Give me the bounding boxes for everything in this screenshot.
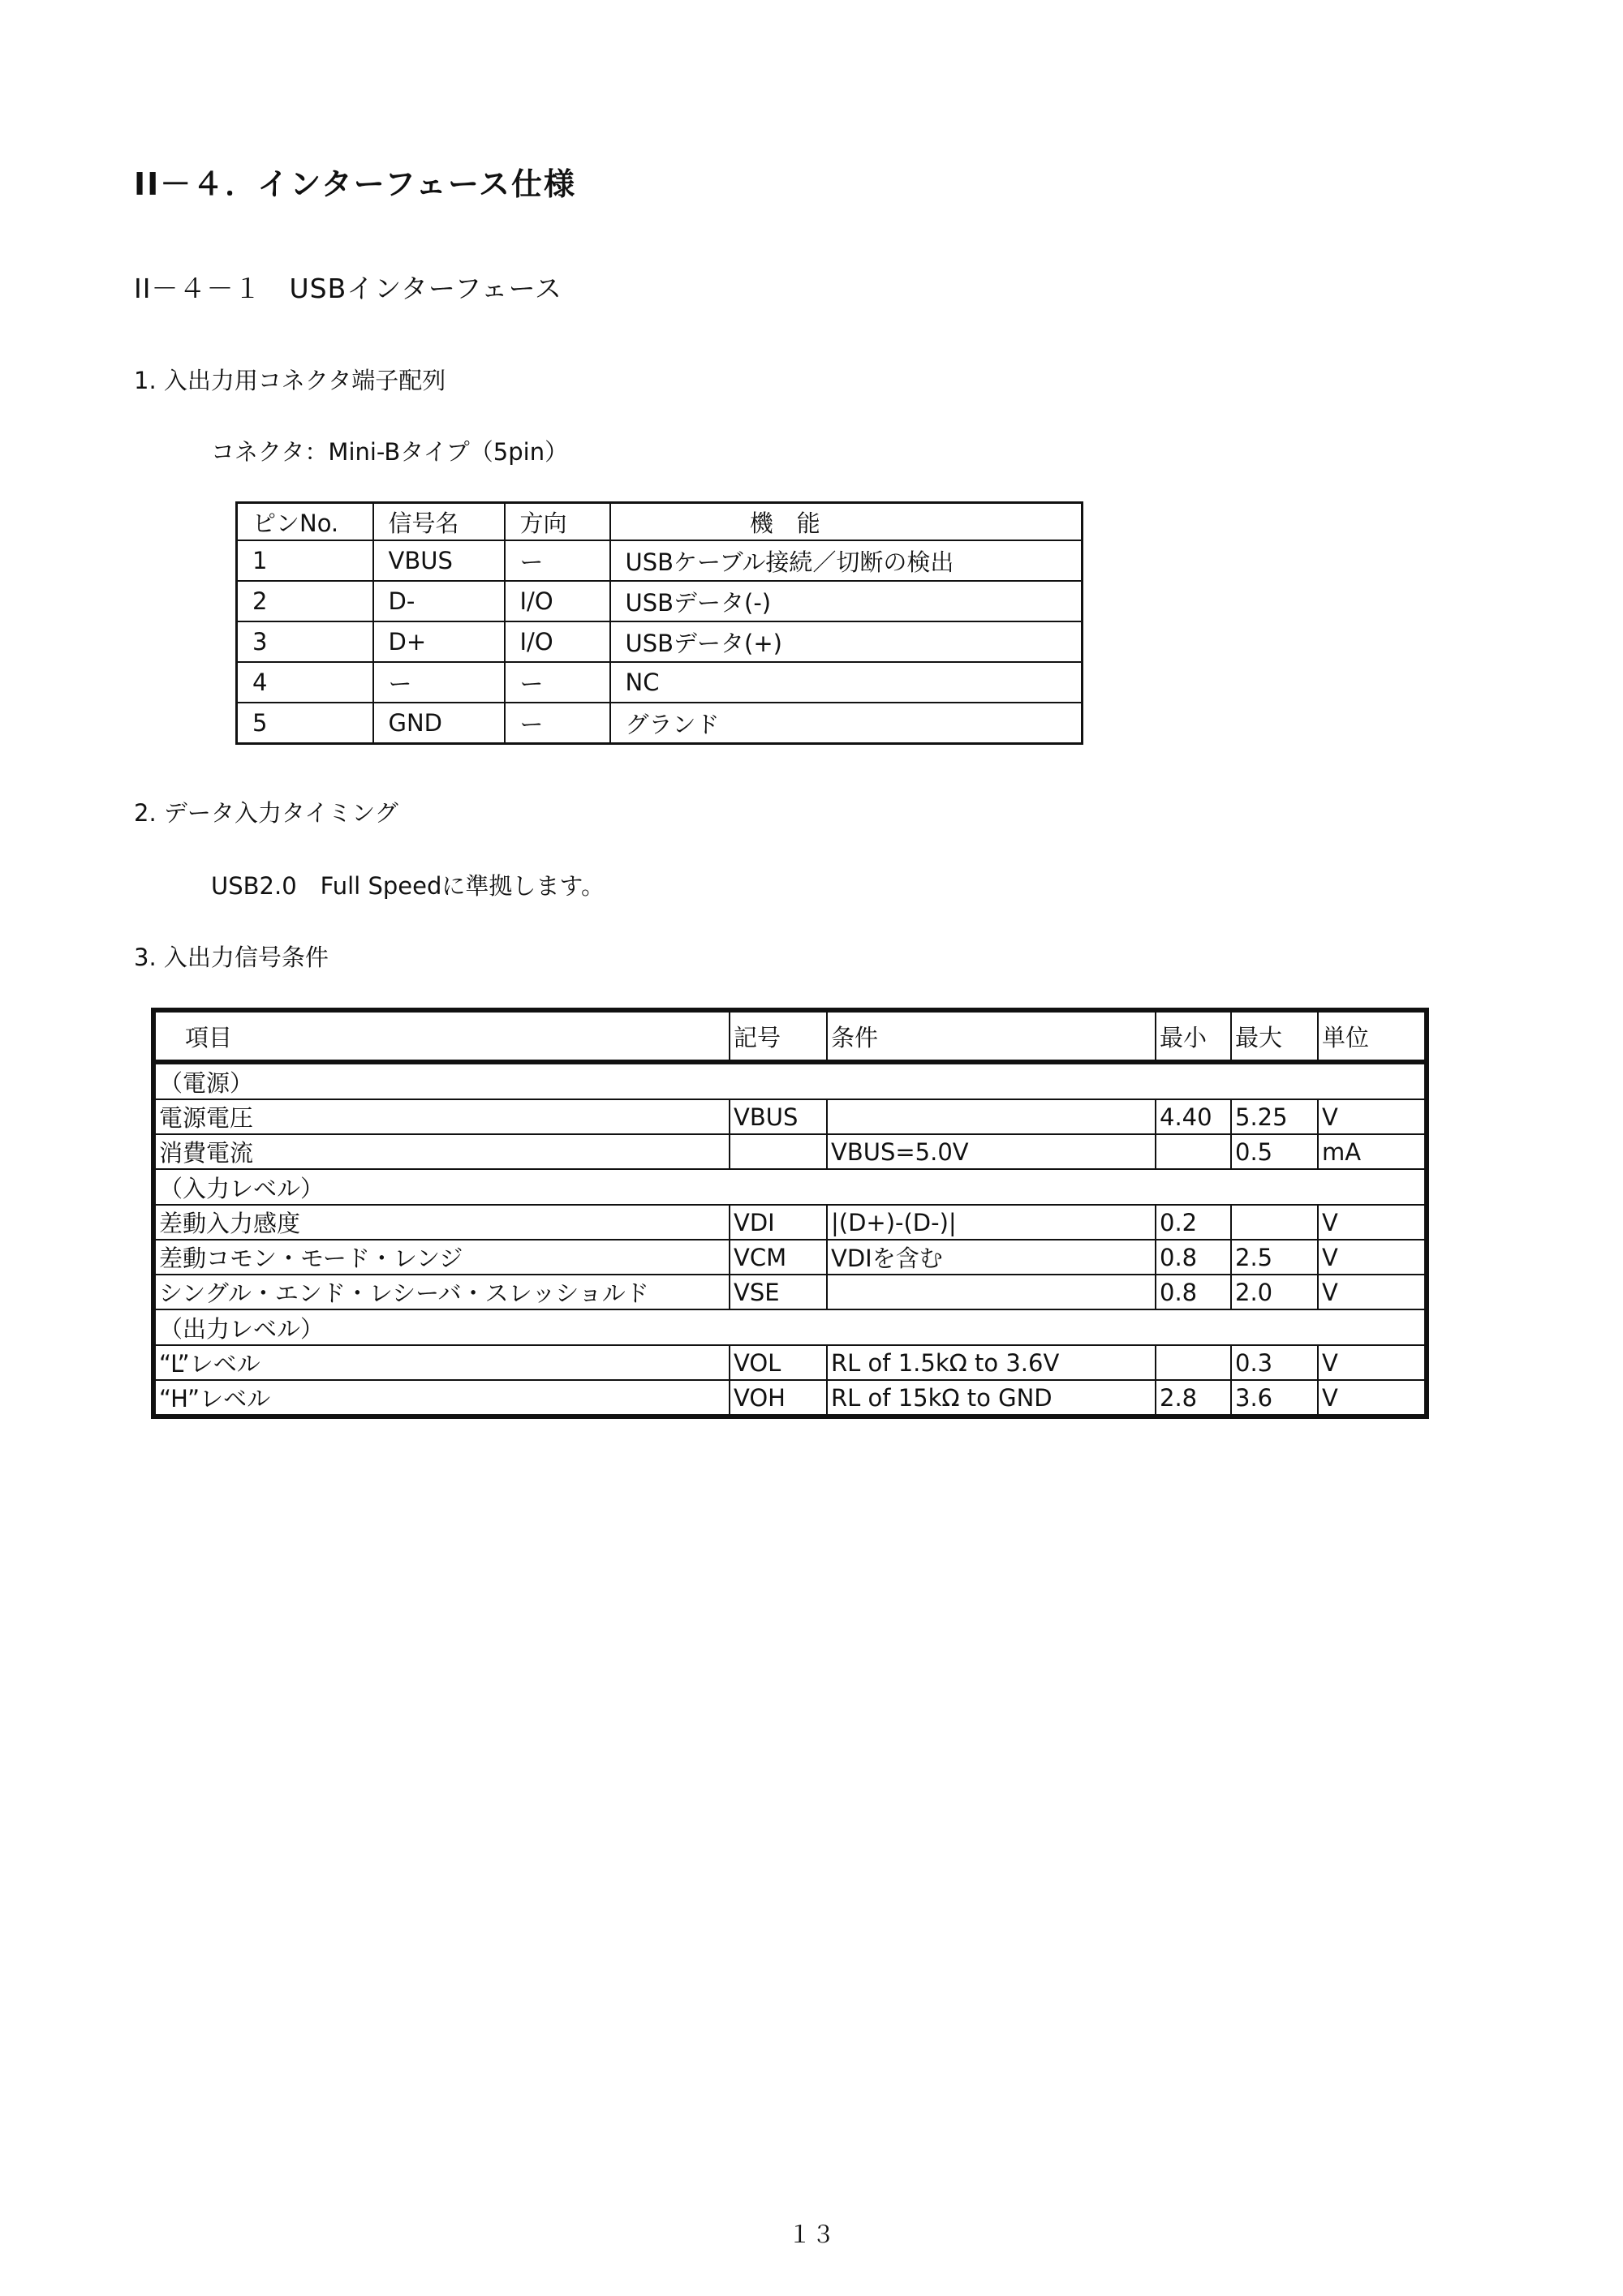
cell: VBUS=5.0V: [827, 1134, 1156, 1169]
cell: 5: [237, 703, 373, 744]
cell: 電源電圧: [153, 1099, 730, 1134]
cell: ー: [505, 662, 610, 703]
cell: USBデータ(-): [610, 581, 1083, 621]
group-label: （出力レベル）: [153, 1309, 1427, 1345]
cell: [1156, 1345, 1231, 1380]
table-row: [153, 1099, 1427, 1134]
cell: VBUS: [730, 1099, 827, 1134]
cell: RL of 1.5kΩ to 3.6V: [827, 1345, 1156, 1380]
cell: 2.0: [1231, 1275, 1318, 1309]
cell: 4.40: [1156, 1099, 1231, 1134]
cell: mA: [1318, 1134, 1427, 1169]
cell: 4: [237, 662, 373, 703]
header-cell: 記号: [730, 1010, 827, 1062]
cell: [827, 1099, 1156, 1134]
section1-title: 1. 入出力用コネクタ端子配列: [134, 367, 446, 394]
header-cell: ピンNo.: [237, 503, 373, 541]
table-row: [237, 621, 1083, 662]
cell: USBケーブル接続／切断の検出: [610, 540, 1083, 581]
cell: 5.25: [1231, 1099, 1318, 1134]
cell: 3: [237, 621, 373, 662]
table-header-row: [237, 503, 1083, 541]
cell: 0.2: [1156, 1205, 1231, 1240]
table-row: [237, 540, 1083, 581]
cell: “L”レベル: [153, 1345, 730, 1380]
cell: V: [1318, 1275, 1427, 1309]
cell: I/O: [505, 621, 610, 662]
table-row: [153, 1205, 1427, 1240]
section2-title: 2. データ入力タイミング: [134, 799, 398, 827]
table-row: [153, 1345, 1427, 1380]
page-number: １３: [787, 2221, 835, 2248]
cell: V: [1318, 1345, 1427, 1380]
cell: [1156, 1134, 1231, 1169]
cell: ー: [373, 662, 505, 703]
group-label: （入力レベル）: [153, 1169, 1427, 1205]
cell: “H”レベル: [153, 1380, 730, 1417]
cell: |(D+)-(D-)|: [827, 1205, 1156, 1240]
cell: 0.8: [1156, 1275, 1231, 1309]
cell: VOH: [730, 1380, 827, 1417]
cell: 2.5: [1231, 1240, 1318, 1275]
header-cell: 条件: [827, 1010, 1156, 1062]
cell: D-: [373, 581, 505, 621]
group-label: （電源）: [153, 1062, 1427, 1099]
header-cell: 最小: [1156, 1010, 1231, 1062]
section-subtitle: II－４－１ USBインターフェース: [134, 273, 562, 304]
cell: RL of 15kΩ to GND: [827, 1380, 1156, 1417]
cell: VCM: [730, 1240, 827, 1275]
cell: VDIを含む: [827, 1240, 1156, 1275]
group-row: [153, 1309, 1427, 1345]
cell: 消費電流: [153, 1134, 730, 1169]
table-row: [153, 1380, 1427, 1417]
header-cell: 方向: [505, 503, 610, 541]
cell: GND: [373, 703, 505, 744]
cell: [827, 1275, 1156, 1309]
cell: NC: [610, 662, 1083, 703]
header-cell: 単位: [1318, 1010, 1427, 1062]
page-title: II－４．インターフェース仕様: [134, 166, 577, 202]
cell: シングル・エンド・レシーバ・スレッショルド: [153, 1275, 730, 1309]
table-row: [153, 1134, 1427, 1169]
section3-title: 3. 入出力信号条件: [134, 944, 329, 971]
cell: 0.3: [1231, 1345, 1318, 1380]
table-row: [153, 1240, 1427, 1275]
table-row: [237, 662, 1083, 703]
group-row: [153, 1169, 1427, 1205]
cell: グランド: [610, 703, 1083, 744]
cell: 0.8: [1156, 1240, 1231, 1275]
table-row: [237, 581, 1083, 621]
cell: ー: [505, 540, 610, 581]
cell: V: [1318, 1240, 1427, 1275]
cell: 1: [237, 540, 373, 581]
cell: USBデータ(+): [610, 621, 1083, 662]
header-cell: 最大: [1231, 1010, 1318, 1062]
cell: V: [1318, 1205, 1427, 1240]
cell: I/O: [505, 581, 610, 621]
table-header-row: [153, 1010, 1427, 1062]
cell: V: [1318, 1099, 1427, 1134]
table-row: [237, 703, 1083, 744]
group-row: [153, 1062, 1427, 1099]
connector-type: コネクタ：Mini-Bタイプ（5pin）: [211, 438, 569, 466]
header-cell: 機 能: [610, 503, 1083, 541]
cell: ー: [505, 703, 610, 744]
cell: VSE: [730, 1275, 827, 1309]
cell: 0.5: [1231, 1134, 1318, 1169]
header-cell: 項目: [153, 1010, 730, 1062]
cell: V: [1318, 1380, 1427, 1417]
cell: VOL: [730, 1345, 827, 1380]
cell: D+: [373, 621, 505, 662]
table-row: [153, 1275, 1427, 1309]
cell: VDI: [730, 1205, 827, 1240]
cell: 差動入力感度: [153, 1205, 730, 1240]
cell: 2.8: [1156, 1380, 1231, 1417]
cell: 2: [237, 581, 373, 621]
cell: [1231, 1205, 1318, 1240]
cell: VBUS: [373, 540, 505, 581]
timing-text: USB2.0 Full Speedに準拠します。: [211, 872, 605, 900]
cell: 3.6: [1231, 1380, 1318, 1417]
signal-condition-table: [151, 1008, 1429, 1419]
pin-assignment-table: [235, 501, 1083, 745]
cell: [730, 1134, 827, 1169]
header-cell: 信号名: [373, 503, 505, 541]
cell: 差動コモン・モード・レンジ: [153, 1240, 730, 1275]
